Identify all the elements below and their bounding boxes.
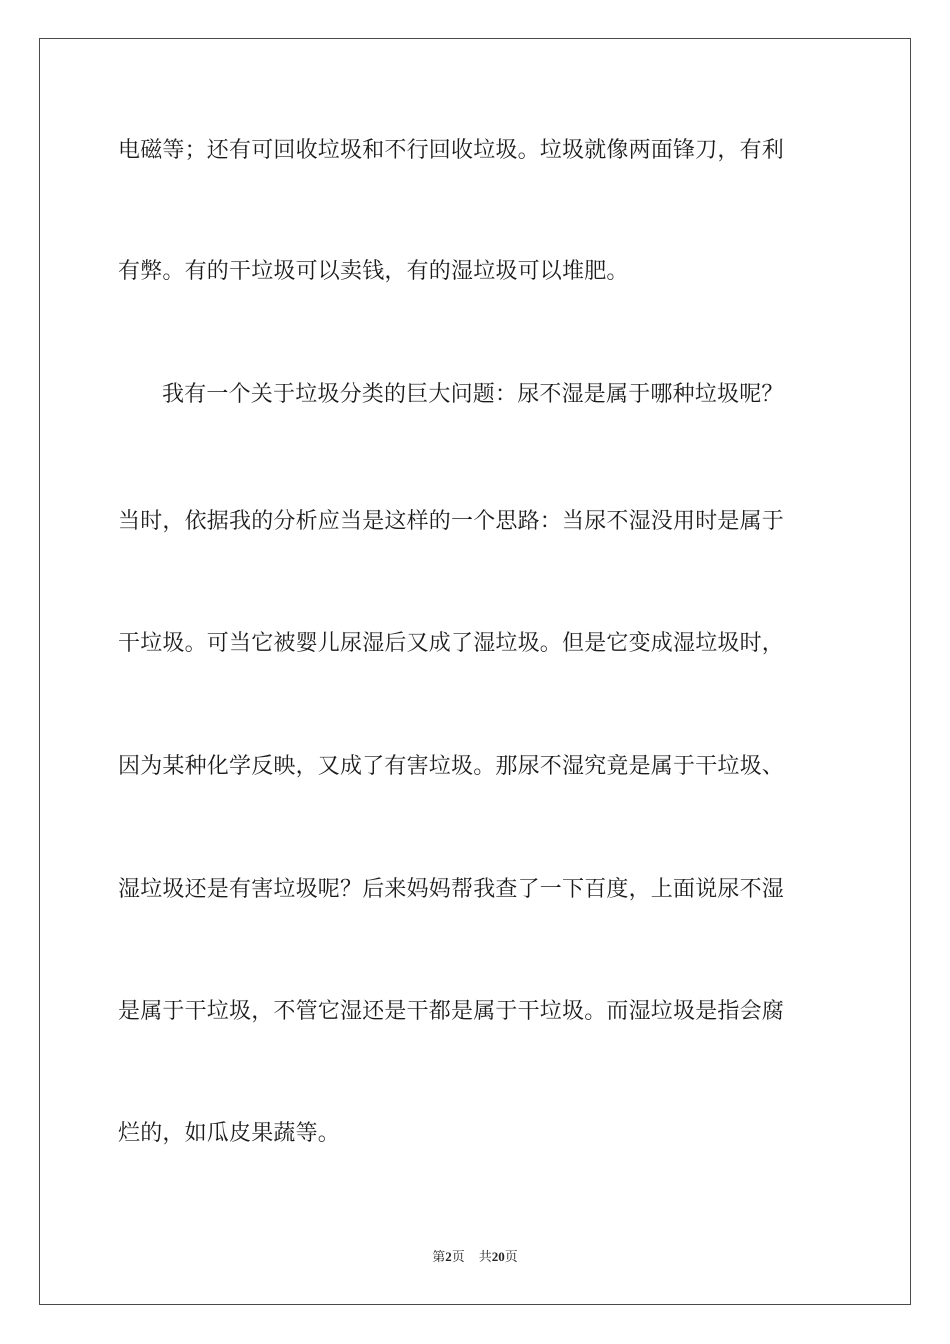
body-text-line-5: 干垃圾。可当它被婴儿尿湿后又成了湿垃圾。但是它变成湿垃圾时， <box>118 631 785 656</box>
body-text-line-1: 电磁等；还有可回收垃圾和不行回收垃圾。垃圾就像两面锋刀，有利 <box>118 138 785 163</box>
page-suffix: 页 <box>451 1249 465 1264</box>
page-footer <box>0 1246 950 1265</box>
page-prefix: 第 <box>432 1249 446 1264</box>
page-border <box>39 38 911 1305</box>
total-suffix: 页 <box>504 1249 518 1264</box>
total-pages: 20 <box>491 1249 505 1264</box>
page-number: 2 <box>445 1249 452 1264</box>
body-text-line-4: 当时，依据我的分析应当是这样的一个思路：当尿不湿没用时是属于 <box>118 509 785 534</box>
body-text-line-9: 烂的，如瓜皮果蔬等。 <box>118 1121 341 1146</box>
body-text-line-2: 有弊。有的干垃圾可以卖钱，有的湿垃圾可以堆肥。 <box>118 259 629 284</box>
body-text-line-8: 是属于干垃圾，不管它湿还是干都是属于干垃圾。而湿垃圾是指会腐 <box>118 999 785 1024</box>
body-text-line-6: 因为某种化学反映，又成了有害垃圾。那尿不湿究竟是属于干垃圾、 <box>118 754 785 779</box>
total-prefix: 共 <box>478 1249 492 1264</box>
body-text-line-7: 湿垃圾还是有害垃圾呢？后来妈妈帮我查了一下百度，上面说尿不湿 <box>118 877 785 902</box>
body-text-line-3: 我有一个关于垃圾分类的巨大问题：尿不湿是属于哪种垃圾呢？ <box>162 382 784 407</box>
